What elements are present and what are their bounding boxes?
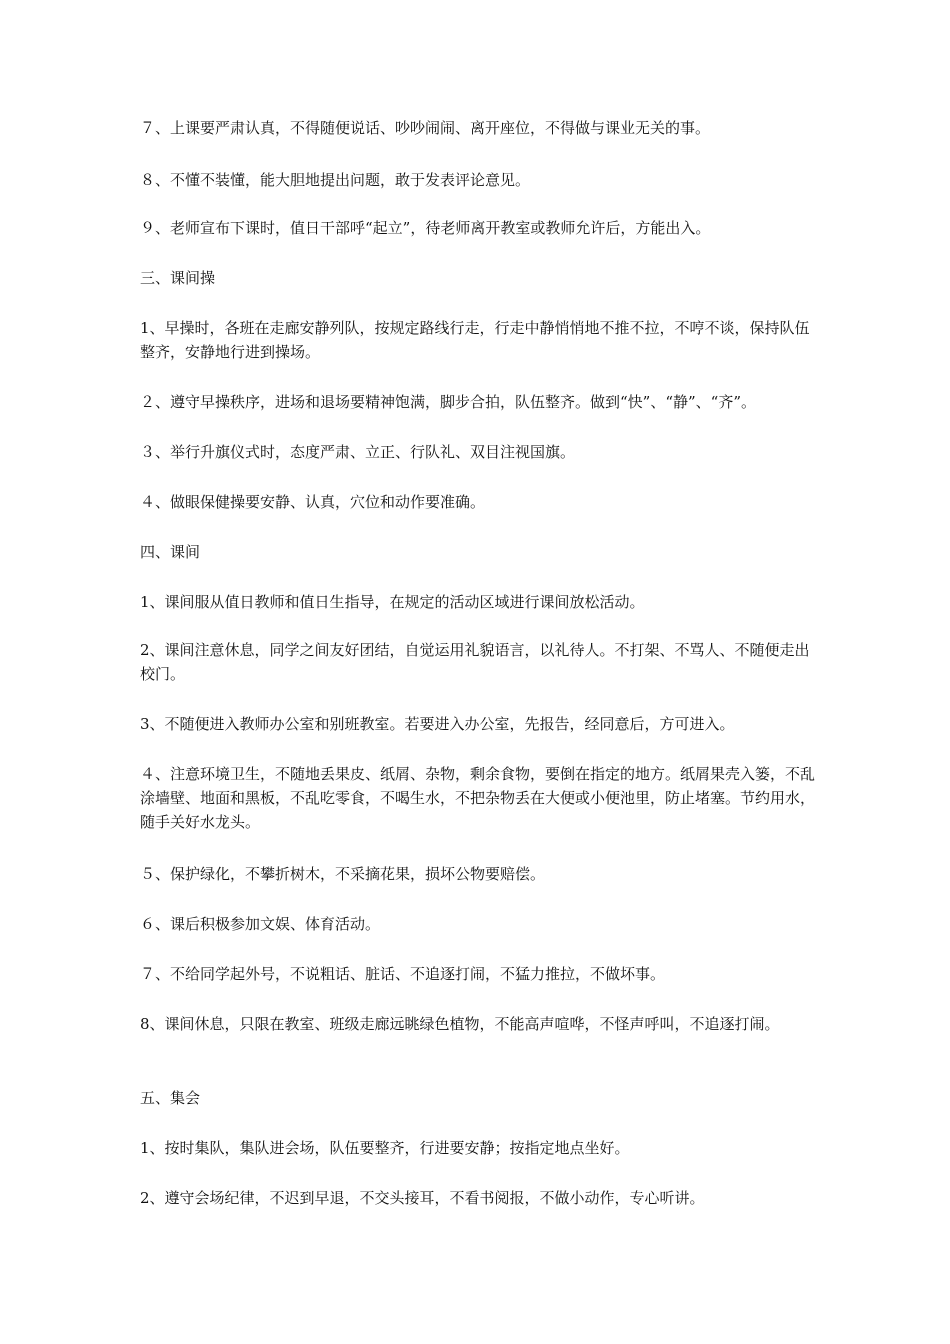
rule-assembly-2: 2、遵守会场纪律，不迟到早退，不交头接耳，不看书阅报，不做小动作，专心听讲。 — [140, 1189, 705, 1207]
section-heading-assembly: 五、集会 — [140, 1089, 201, 1107]
section-heading-break: 四、课间 — [140, 543, 201, 561]
rule-break-4: ４、注意环境卫生，不随地丢果皮、纸屑、杂物，剩余食物，要倒在指定的地方。纸屑果壳入篓，不乱涂墙壁、地面和黑板，不乱吃零食，不喝生水，不把杂物丢在大便或小便池里，防止堵塞。节约用水，随手关好水龙头。 — [140, 765, 816, 831]
rule-class-9: ９、老师宣布下课时，值日干部呼“起立”，待老师离开教室或教师允许后，方能出入。 — [140, 219, 711, 237]
rule-break-2: 2、课间注意休息，同学之间友好团结，自觉运用礼貌语言，以礼待人。不打架、不骂人、不随便走出校门。 — [140, 641, 810, 683]
rule-assembly-1: 1、按时集队，集队进会场，队伍要整齐，行进要安静；按指定地点坐好。 — [140, 1139, 630, 1157]
rule-class-8: ８、不懂不装懂，能大胆地提出问题，敢于发表评论意见。 — [140, 171, 531, 189]
rule-break-6: ６、课后积极参加文娱、体育活动。 — [140, 915, 381, 933]
rule-exercise-3: ３、举行升旗仪式时，态度严肃、立正、行队礼、双目注视国旗。 — [140, 443, 576, 461]
rule-break-8: 8、课间休息，只限在教室、班级走廊远眺绿色植物，不能高声喧哗，不怪声呼叫，不追逐打闹。 — [140, 1015, 780, 1033]
section-heading-exercise: 三、课间操 — [140, 269, 216, 287]
rule-exercise-1: 1、早操时，各班在走廊安静列队，按规定路线行走，行走中静悄悄地不推不拉，不哼不谈，保持队伍整齐，安静地行进到操场。 — [140, 319, 810, 361]
rule-break-1: 1、课间服从值日教师和值日生指导，在规定的活动区域进行课间放松活动。 — [140, 593, 645, 611]
rule-break-3: 3、不随便进入教师办公室和别班教室。若要进入办公室，先报告，经同意后，方可进入。 — [140, 715, 735, 733]
rule-class-7: ７、上课要严肃认真，不得随便说话、吵吵闹闹、离开座位，不得做与课业无关的事。 — [140, 119, 711, 137]
rule-exercise-4: ４、做眼保健操要安静、认真，穴位和动作要准确。 — [140, 493, 486, 511]
rule-break-5: ５、保护绿化，不攀折树木，不采摘花果，损坏公物要赔偿。 — [140, 865, 546, 883]
rule-break-7: ７、不给同学起外号，不说粗话、脏话、不追逐打闹，不猛力推拉，不做坏事。 — [140, 965, 666, 983]
rule-exercise-2: ２、遵守早操秩序，进场和退场要精神饱满，脚步合拍，队伍整齐。做到“快”、“静”、“齐”。 — [140, 393, 757, 411]
